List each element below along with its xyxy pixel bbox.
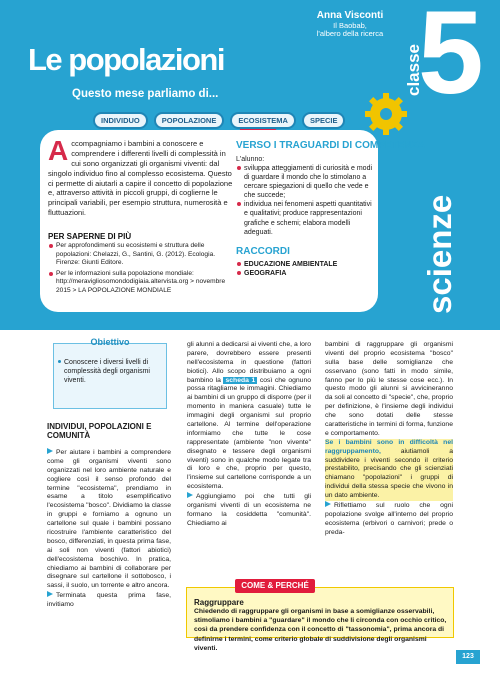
tag-specie: SPECIE [302,112,346,129]
intro-paragraph [48,135,234,218]
come-perche-text: Chiedendo di raggruppare gli organismi in base a somiglianze osservabili, stimoliamo i bambini a "guardare" il mondo che li circonda con occhio critico, così da prendere confidenza con il concetto di "tassonomia", prima ancora di definirne i termini, come criterio globale di suddivisione degli organismi viventi. [194,608,447,652]
saperne-item: Per le informazioni sulla popolazione mondiale: http://meravigliosomondodigiaia.altervista.org > novembre 2015 > LA POPOLAZIONE MONDIALE [48,270,236,296]
saperne-list [48,242,236,297]
traguardi-intro: L'alunno: [236,156,265,163]
arrow-icon [187,492,193,498]
come-perche-tag: COME & PERCHÉ [235,579,315,593]
tag-ecosistema: ECOSISTEMA [230,112,296,129]
body-paragraph: gli alunni a dedicarsi ai viventi che, a loro parere, dovrebbero essere presenti nell'ecosistema in questione (fattori biotici). Allo scopo distribuiamo a ogni bambino la scheda 1 così che ognuno possa ritagliarne le immagini. Chiediamo ai bambini di un gruppo di disporre (per il momento in maniera casuale) tutte le immagini degli organismi sul proprio cartellone. Al termine dell'operazione informiamo che tutte le cose rappresentate (ambiente "non vivente" disegnato e tessere degli organismi viventi) sono in qualche modo legate tra di loro e che, proprio per questo, l'insieme sul cartellone corrisponde a un ecosistema. [187,341,312,491]
traguardi-item: sviluppa atteggiamenti di curiosità e modi di guardare il mondo che lo stimolano a cercare spiegazioni di quello che vede e che succede; [236,164,376,200]
obiettivo-box [53,337,167,409]
dropcap: A [48,135,69,166]
come-perche-heading: Raggruppare [194,598,244,607]
page-subtitle: Questo mese parliamo di... [72,88,219,100]
grade-label: classe [404,44,423,96]
body-paragraph: bambini di raggruppare gli organismi viventi del proprio ecosistema "bosco" sulla base delle somiglianze che osservano (sono fatti in modo simile, fanno per lo più le stesse cose ecc.). In questo modo gli alunni si avvicineranno da soli al concetto di "specie", che, proprio per definizione, è l'insieme degli individui che sono dotati delle stesse caratteristiche in termini di forma, funzione e comportamento. [325,341,453,437]
author-book-2: l'albero della ricerca [316,29,384,39]
body-paragraph: Aggiungiamo poi che tutti gli organismi viventi di un ecosistema ne formano la cosiddetta "comunità". Chiediamo ai [187,493,311,527]
author-book: Il Baobab, [333,20,367,30]
highlight-paragraph: Se i bambini sono in difficoltà nel raggruppamento, aiutiamoli a suddividere i viventi secondo il criterio prestabilito, precisando che gli scienziati chiamano "popolazioni" i gruppi di individui della stessa specie che vivono in un dato ambiente. [325,438,453,500]
body-paragraph: Per aiutare i bambini a comprendere come gli organismi viventi sono organizzati nel loro ambiente naturale e cogliere così il senso profondo del termine "ecosistema", prendiamo in esame a titolo esemplificativo l'ecosistema "bosco". Dividiamo la classe in gruppi e forniamo a ognuno un cartellone sul quale i bambini possano ricostruire l'ambiente caratteristico del bosco, differenziati, in questa prima fase, ai soli non viventi (fattori abiotici) dell'ecosistema boschivo. In pratica, chiediamo ai bambini di collaborare per disegnare sul cartellone il sottobosco, i sassi, il suolo, un torrente e altro ancora. [47,449,171,590]
body-paragraph: Riflettiamo sul ruolo che ogni popolazione svolge all'interno del proprio ecosistema (erbivori o carnivori; prede o preda- [325,502,453,536]
tag-popolazione: POPOLAZIONE [154,112,225,129]
page-title: Le popolazioni [28,42,224,77]
raccordi-title: RACCORDI [236,246,290,257]
traguardi-item: individua nei fenomeni aspetti quantitativi e qualitativi; produce rappresentazioni grafiche e schemi; elabora modelli adeguati. [236,200,376,236]
author-name: Anna Visconti [316,10,384,21]
grade-number: 5 [418,0,484,119]
arrow-icon [47,448,53,454]
body-column-1 [47,448,171,610]
header-banner [0,0,500,330]
obiettivo-text: Conoscere i diversi livelli di complessità degli organismi viventi. [58,358,164,385]
traguardi-title: VERSO I TRAGUARDI DI COMPETENZA [236,140,425,151]
raccordi-item: GEOGRAFIA [236,269,337,278]
tag-individuo: INDIVIDUO [93,112,148,129]
raccordi-item: EDUCAZIONE AMBIENTALE [236,260,337,269]
body-column-3 [325,341,453,538]
topic-tags [93,112,345,129]
page-number: 123 [456,650,480,664]
raccordi-list [236,260,337,278]
author-block [300,10,400,39]
saperne-title: PER SAPERNE DI PIÙ [48,232,132,241]
section-heading: INDIVIDUI, POPOLAZIONI E COMUNITÀ [47,422,152,440]
body-paragraph: Terminata questa prima fase, invitiamo [47,592,171,609]
body-column-2 [187,341,311,529]
saperne-item: Per approfondimenti su ecosistemi e struttura delle popolazioni: Chelazzi, G., Santini, G. (2012). Ecologia. Firenze: Giunti Editore. [48,242,236,268]
obiettivo-title: Obiettivo [90,337,130,347]
arrow-icon [47,591,53,597]
traguardi-list [236,164,376,237]
intro-text: ccompagniamo i bambini a conoscere e comprendere i differenti livelli di complessità in cui sono organizzati gli organismi viventi: dal singolo individuo fino al complesso ecosistema. Questo ci permette di aiutarli a capire il concetto di popolazione e, attraverso attività in piccoli gruppi, di coglierne le principali variabili, per esempio struttura, numerosità e fluttuazioni. [48,139,233,218]
arrow-icon [325,501,331,507]
scheda-chip: scheda 1 [225,376,256,384]
subject-label: scienze [421,194,458,314]
